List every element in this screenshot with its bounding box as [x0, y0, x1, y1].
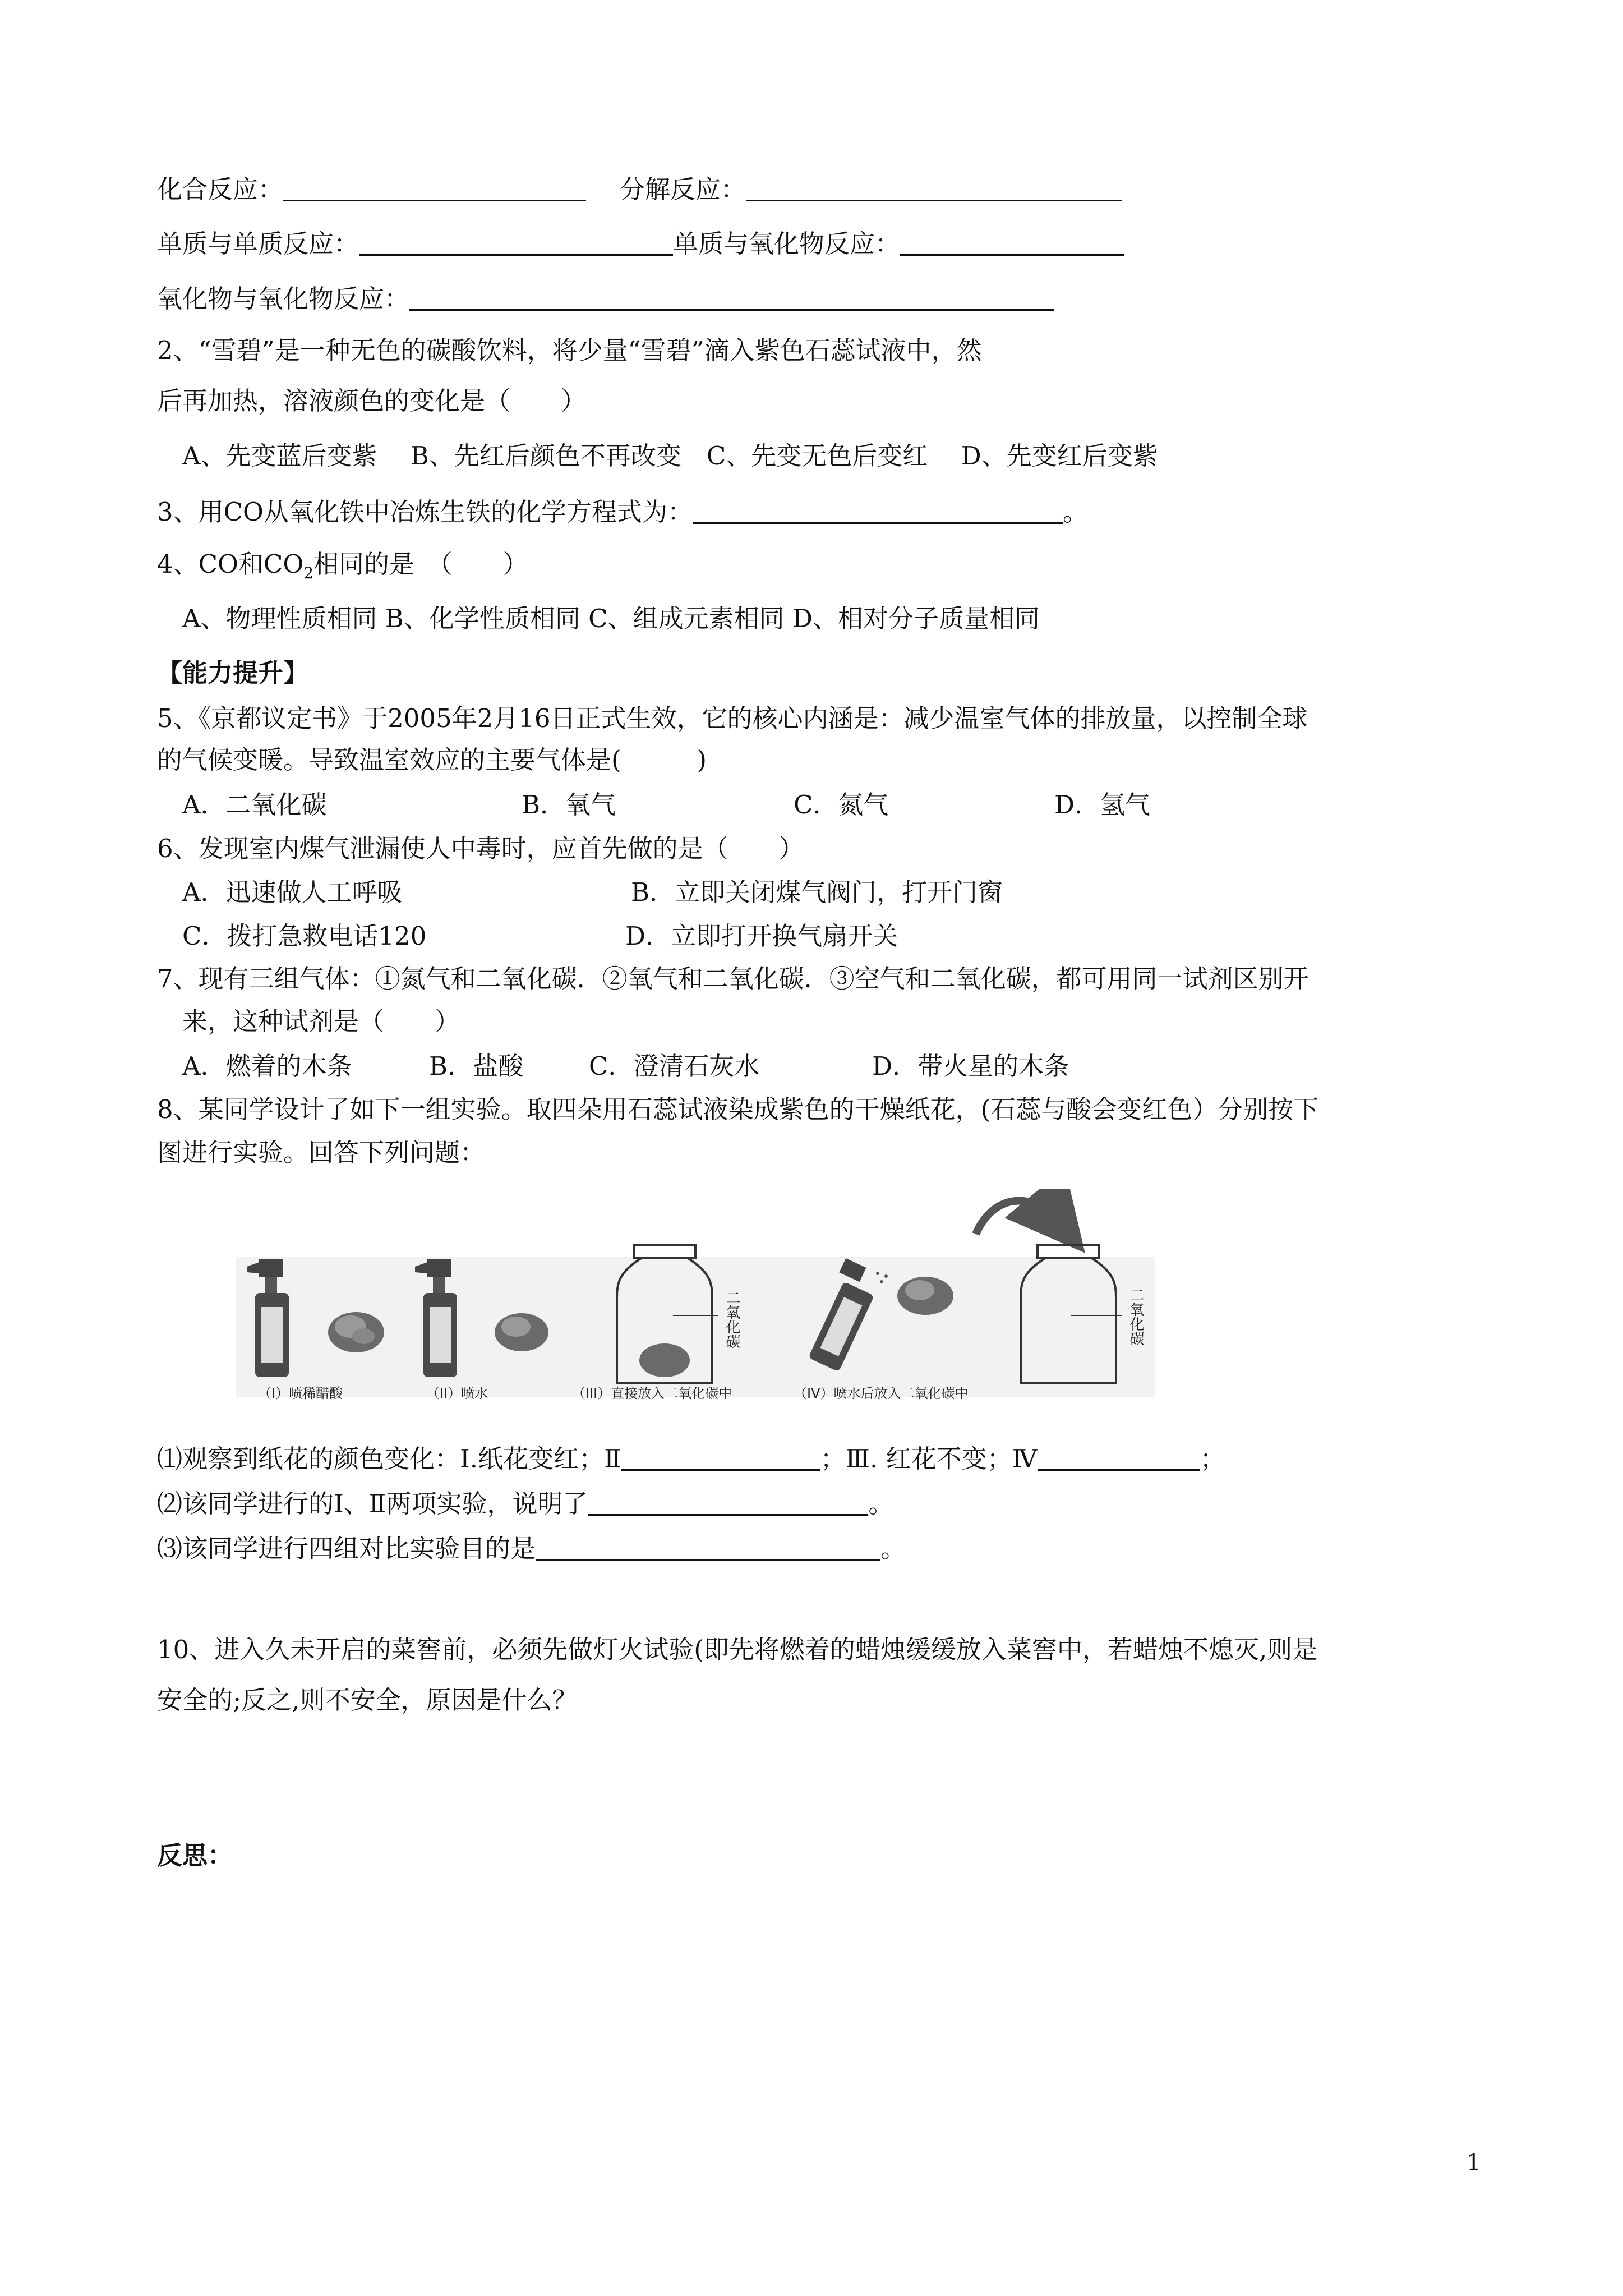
q4-subscript: 2	[303, 564, 314, 582]
row-combination-decomposition	[157, 174, 1122, 204]
q8-part2-text: ⑵该同学进行的Ⅰ、Ⅱ两项实验，说明了	[157, 1489, 588, 1519]
caption-iii: （III）直接放入二氧化碳中	[572, 1386, 732, 1401]
q3-stem: 3、用CO从氧化铁中冶炼生铁的化学方程式为：	[157, 497, 693, 527]
q3-end: 。	[1062, 497, 1088, 527]
q8-part1	[157, 1444, 1225, 1474]
co2-label-iii: 二氧化碳	[723, 1290, 740, 1349]
decomposition-label: 分解反应：	[620, 174, 746, 204]
element-oxide-label: 单质与氧化物反应：	[673, 229, 901, 259]
q6-option-b: B．立即关闭煤气阀门，打开门窗	[631, 877, 1003, 907]
oxide-oxide-blank[interactable]	[409, 287, 1054, 311]
q4-options: A、物理性质相同 B、化学性质相同 C、组成元素相同 D、相对分子质量相同	[182, 604, 1040, 633]
combination-blank[interactable]	[283, 177, 586, 201]
decomposition-blank[interactable]	[746, 177, 1122, 201]
q8-part2	[157, 1489, 894, 1519]
element-element-blank[interactable]	[359, 232, 673, 256]
q7-stem-line2: 来，这种试剂是（ ）	[182, 1006, 460, 1036]
q6-stem: 6、发现室内煤气泄漏使人中毒时，应首先做的是（ ）	[157, 834, 804, 863]
page-number: 1	[1467, 2150, 1481, 2175]
q8-part1-a: ⑴观察到纸花的颜色变化：Ⅰ.纸花变红；Ⅱ	[157, 1444, 621, 1474]
q8-stem-line2: 图进行实验。回答下列问题：	[157, 1138, 486, 1167]
q2-stem-line1: 2、“雪碧”是一种无色的碳酸饮料，将少量“雪碧”滴入紫色石蕊试液中，然	[157, 335, 982, 365]
q8-part3-text: ⑶该同学进行四组对比实验目的是	[157, 1534, 536, 1563]
reflection-label: 反思：	[157, 1841, 233, 1870]
row-oxide-oxide	[157, 284, 1054, 314]
caption-ii: （II）喷水	[426, 1386, 488, 1401]
q4-stem-pre: 4、CO和CO	[157, 549, 304, 579]
q8-part1-c: ；	[1200, 1444, 1225, 1474]
q4-stem	[157, 551, 528, 581]
q7-option-d: D．带火星的木条	[872, 1051, 1069, 1081]
oxide-oxide-label: 氧化物与氧化物反应：	[157, 284, 410, 314]
q8-part3-blank[interactable]	[536, 1536, 880, 1561]
q8-part2-end: 。	[868, 1489, 894, 1519]
q6-option-c: C．拨打急救电话120	[182, 921, 427, 951]
flower-icon	[495, 1313, 548, 1351]
q2-options: A、先变蓝后变紫 B、先红后颜色不再改变 C、先变无色后变红 D、先变红后变紫	[182, 441, 1158, 471]
q3-line	[157, 497, 1088, 527]
q8-part1-b: ；Ⅲ. 红花不变；Ⅳ	[820, 1444, 1038, 1474]
q10-stem-line1: 10、进入久未开启的菜窖前，必须先做灯火试验(即先将燃着的蜡烛缓缓放入菜窖中，若蜡烛不熄灭,则是	[157, 1635, 1318, 1664]
q5-stem-line1: 5、《京都议定书》于2005年2月16日正式生效，它的核心内涵是：减少温室气体的排放量，以控制全球	[157, 703, 1308, 733]
flower-icon	[897, 1277, 953, 1315]
flower-icon	[328, 1312, 384, 1352]
q8-stem-line1: 8、某同学设计了如下一组实验。取四朵用石蕊试液染成紫色的干燥纸花，(石蕊与酸会变红色）分别按下	[157, 1094, 1319, 1124]
element-element-label: 单质与单质反应：	[157, 229, 359, 259]
q5-option-d: D．氢气	[1054, 790, 1151, 820]
section-heading: 【能力提升】	[157, 658, 309, 688]
combination-label: 化合反应：	[157, 174, 284, 204]
row-element-reactions	[157, 229, 1124, 259]
q10-stem-line2: 安全的;反之,则不安全，原因是什么？	[157, 1685, 578, 1715]
caption-iv: （IV）喷水后放入二氧化碳中	[794, 1386, 969, 1401]
q8-part1-blank-iv[interactable]	[1038, 1447, 1200, 1471]
q8-part3	[157, 1536, 906, 1561]
q6-option-a: A．迅速做人工呼吸	[182, 877, 403, 907]
caption-i: （I）喷稀醋酸	[258, 1386, 343, 1401]
q8-part2-blank[interactable]	[588, 1492, 868, 1516]
q5-option-c: C．氮气	[794, 790, 889, 820]
q5-stem-line2: 的气候变暖。导致温室效应的主要气体是( )	[157, 745, 707, 775]
q6-option-d: D．立即打开换气扇开关	[625, 921, 898, 951]
element-oxide-blank[interactable]	[900, 232, 1124, 256]
q5-option-a: A．二氧化碳	[182, 790, 327, 820]
co2-label-iv: 二氧化碳	[1127, 1287, 1144, 1346]
q2-stem-line2: 后再加热，溶液颜色的变化是（ ）	[157, 386, 587, 416]
q8-part1-blank-ii[interactable]	[621, 1447, 820, 1471]
q5-option-b: B．氧气	[522, 790, 616, 820]
q7-option-b: B．盐酸	[429, 1051, 524, 1081]
q3-blank[interactable]	[693, 500, 1063, 524]
q7-option-a: A．燃着的木条	[182, 1051, 352, 1081]
q7-option-c: C．澄清石灰水	[589, 1051, 760, 1081]
q4-stem-post: 相同的是 （ ）	[313, 549, 528, 579]
q8-part3-end: 。	[880, 1534, 906, 1563]
experiment-figure	[224, 1189, 1172, 1425]
q7-stem-line1: 7、现有三组气体：①氮气和二氧化碳．②氧气和二氧化碳．③空气和二氧化碳，都可用同一试剂区别开	[157, 964, 1309, 993]
